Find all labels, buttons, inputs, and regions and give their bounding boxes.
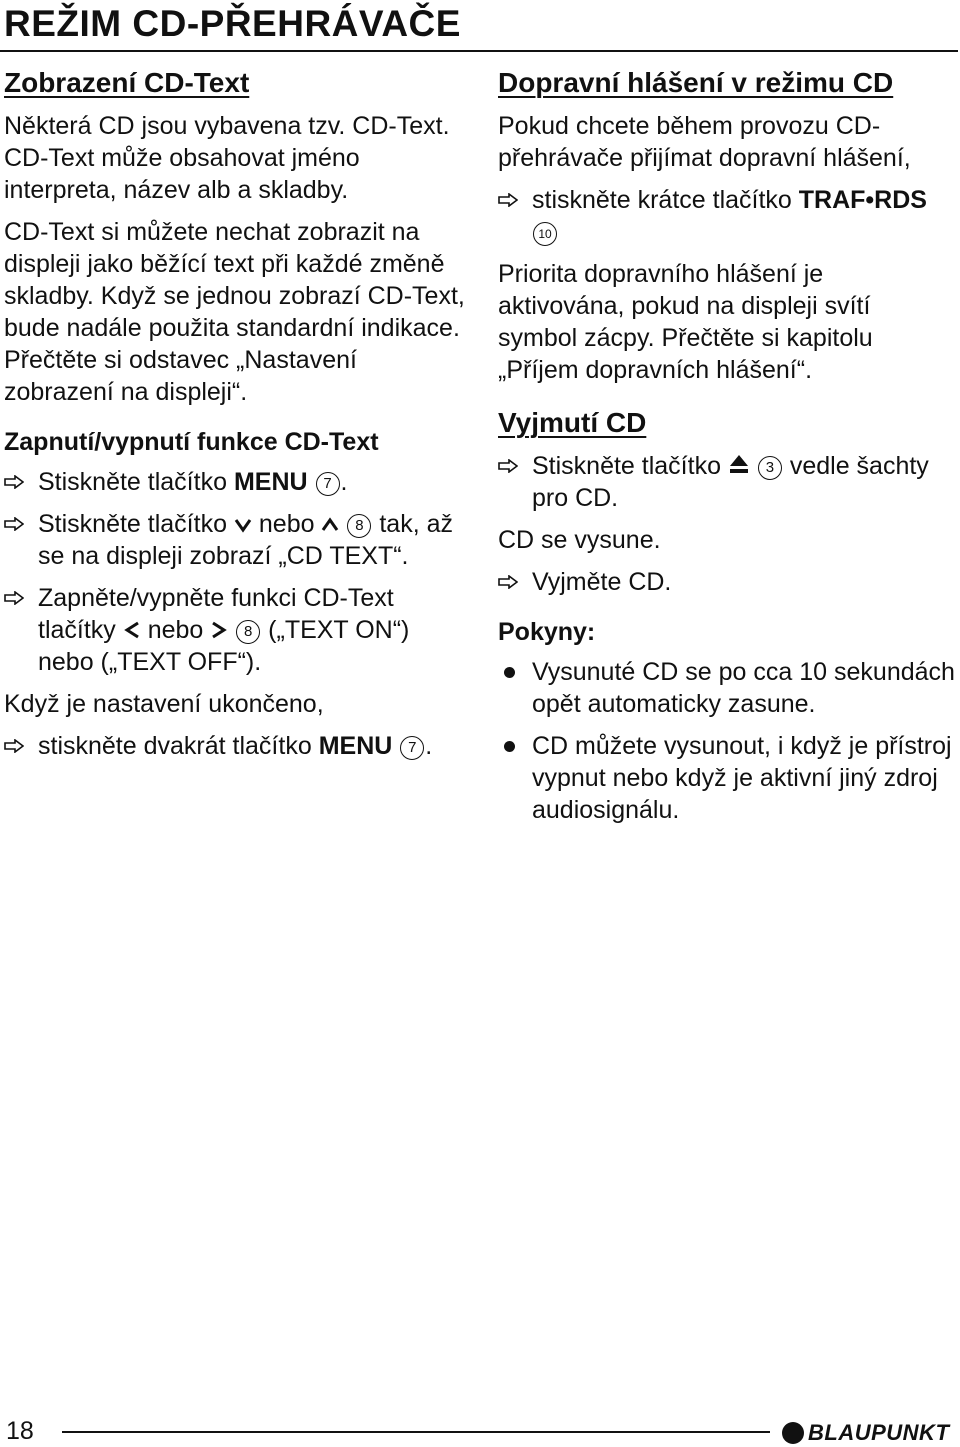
note-bullet-auto-reload: Vysunuté CD se po cca 10 sekundách opět automaticky zasune. [498, 656, 956, 720]
page-number: 18 [6, 1417, 34, 1445]
menu-key-label: MENU [318, 732, 393, 760]
chevron-right-icon [210, 621, 228, 639]
section-heading-traffic-info: Dopravní hlášení v režimu CD [498, 67, 894, 98]
step-press-eject: Stiskněte tlačítko 3 vedle šachty pro CD. [498, 450, 956, 514]
title-divider [0, 50, 958, 52]
section-heading-eject-cd: Vyjmutí CD [498, 407, 647, 438]
page-title: REŽIM CD-PŘEHRÁVAČE [4, 3, 461, 44]
key-number-badge: 7 [316, 472, 340, 496]
step-remove-cd: Vyjměte CD. [498, 566, 956, 598]
note-bullet-eject-when-off: CD můžete vysunout, i když je přístroj vypnut nebo když je aktivní jiný zdroj audiosignálu. [498, 730, 956, 826]
menu-key-label: MENU [233, 468, 308, 496]
paragraph-cd-text-intro: Některá CD jsou vybavena tzv. CD-Text. CD-Text může obsahovat jméno interpreta, název alb a skladby. [4, 112, 450, 204]
arrow-right-icon [498, 575, 518, 589]
paragraph-traffic-priority: Priorita dopravního hlášení je aktivována, pokud na displeji svítí symbol zácpy. Přečtěte si kapitolu „Příjem dopravních hlášení“. [498, 260, 873, 384]
right-column [498, 66, 956, 826]
brand-logo [782, 1419, 949, 1447]
paragraph-traffic-intro: Pokud chcete během provozu CD-přehrávače přijímat dopravní hlášení, [498, 112, 911, 172]
key-number-badge: 8 [236, 620, 260, 644]
chevron-up-icon [321, 517, 339, 533]
step-press-menu-twice: stiskněte dvakrát tlačítko MENU 7 . [4, 730, 466, 762]
section-heading-cd-text-display: Zobrazení CD-Text [4, 67, 250, 98]
bullet-icon [504, 741, 515, 752]
step-press-up-down: Stiskněte tlačítko nebo 8 tak, až se na displeji zobrazí „CD TEXT“. [4, 508, 466, 572]
paragraph-cd-ejected: CD se vysune. [498, 526, 661, 554]
key-number-badge: 3 [758, 456, 782, 480]
footer-divider [62, 1431, 770, 1433]
arrow-right-icon [4, 475, 24, 489]
traf-rds-key-label: TRAF•RDS [798, 186, 927, 214]
step-press-menu: Stiskněte tlačítko MENU 7 . [4, 466, 466, 498]
brand-name: BLAUPUNKT [808, 1420, 950, 1445]
chevron-down-icon [234, 517, 252, 533]
bullet-icon [504, 667, 515, 678]
step-press-traf-rds: stiskněte krátce tlačítko TRAF•RDS 10 [498, 184, 956, 248]
key-number-badge: 10 [533, 222, 557, 246]
brand-dot-icon [782, 1422, 804, 1444]
step-toggle-cd-text: Zapněte/vypněte funkci CD-Text tlačítky nebo 8 („TEXT ON“) nebo („TEXT OFF“). [4, 582, 466, 678]
arrow-right-icon [4, 591, 24, 605]
arrow-right-icon [498, 459, 518, 473]
paragraph-cd-text-display: CD-Text si můžete nechat zobrazit na displeji jako běžící text při každé změně skladby. Když se jednou zobrazí CD-Text, bude nadále použita standardní indikace. Přečtěte si odstavec „Nastavení zobrazení na displeji“. [4, 218, 465, 406]
chevron-left-icon [123, 621, 141, 639]
arrow-right-icon [4, 517, 24, 531]
left-column [4, 66, 466, 762]
key-number-badge: 7 [400, 736, 424, 760]
arrow-right-icon [498, 193, 518, 207]
eject-icon [728, 453, 750, 475]
section-heading-cd-text-toggle: Zapnutí/vypnutí funkce CD-Text [4, 428, 379, 456]
key-number-badge: 8 [347, 514, 371, 538]
section-heading-notes: Pokyny: [498, 618, 596, 646]
paragraph-setting-finished: Když je nastavení ukončeno, [4, 690, 324, 718]
arrow-right-icon [4, 739, 24, 753]
